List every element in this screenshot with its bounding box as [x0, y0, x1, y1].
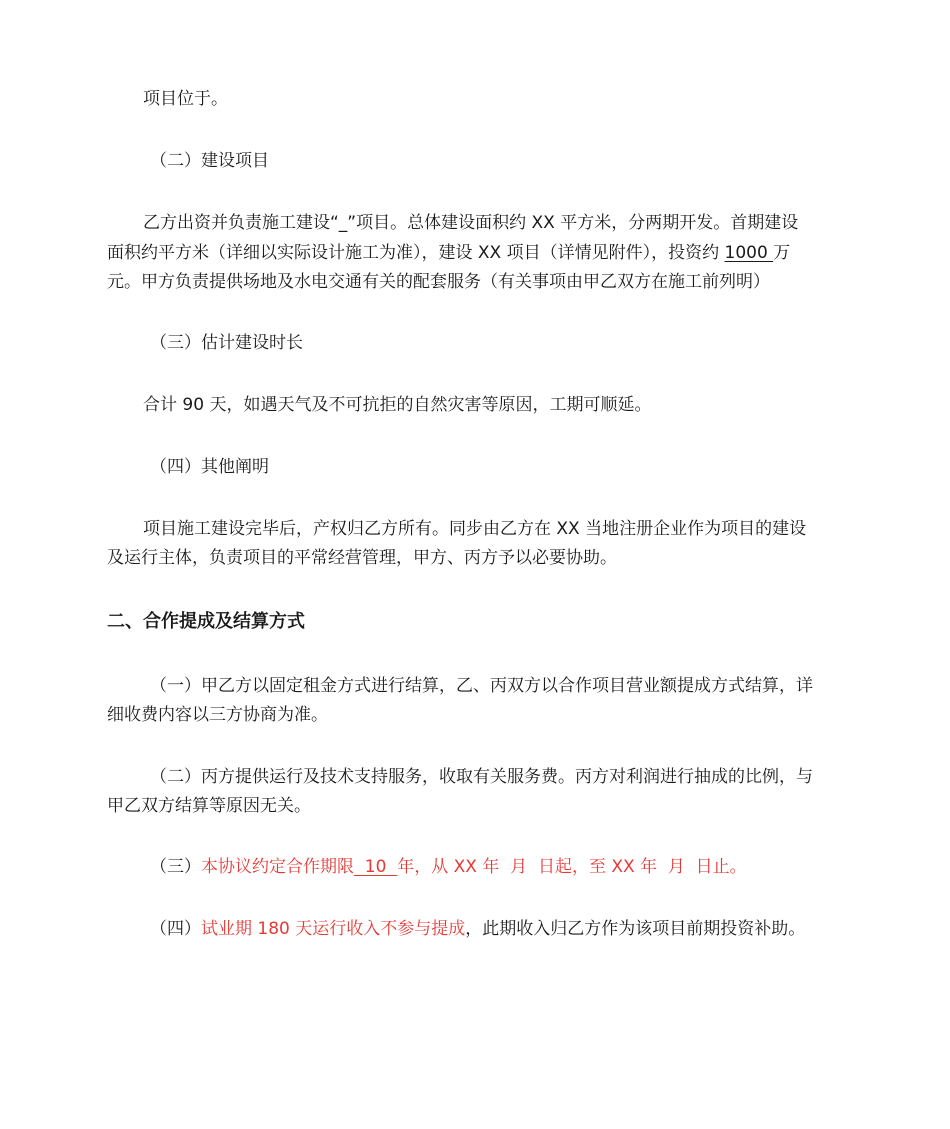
construction-paragraph-line-2	[107, 243, 790, 263]
settlement-item-3-prefix: （三）	[150, 857, 201, 877]
construction-paragraph-line-2-text: 面积约平方米（详细以实际设计施工为准），建设 XX 项目（详情见附件），投资约	[107, 243, 725, 263]
settlement-item-4-prefix: （四）	[150, 919, 201, 939]
trial-period-rest: ，此期收入归乙方作为该项目前期投资补助。	[465, 919, 806, 939]
construction-paragraph-line-3: 元。甲方负责提供场地及水电交通有关的配套服务（有关事项由甲乙双方在施工前列明）	[107, 272, 770, 292]
settlement-item-1-line-1: （一）甲乙方以固定租金方式进行结算，乙、丙双方以合作项目营业额提成方式结算，详	[150, 676, 813, 696]
cooperation-term-text: 本协议约定合作期限	[201, 857, 354, 877]
subsection-heading-construction-project: （二）建设项目	[150, 151, 269, 171]
cooperation-term-dates: 年，从 XX 年 月 日起，至 XX 年 月 日止。	[397, 857, 747, 877]
other-paragraph-line-2: 及运行主体，负责项目的平常经营管理，甲方、丙方予以必要协助。	[107, 548, 617, 568]
construction-paragraph-line-1: 乙方出资并负责施工建设“_”项目。总体建设面积约 XX 平方米，分两期开发。首期建设	[143, 213, 799, 233]
trial-period-text: 试业期 180 天运行收入不参与提成	[201, 919, 466, 939]
project-location-line: 项目位于。	[143, 89, 228, 109]
settlement-item-3	[150, 857, 747, 877]
duration-paragraph: 合计 90 天，如遇天气及不可抗拒的自然灾害等原因，工期可顺延。	[143, 395, 652, 415]
investment-unit: 万	[773, 243, 791, 263]
subsection-heading-duration: （三）估计建设时长	[150, 333, 303, 353]
subsection-heading-other: （四）其他阐明	[150, 457, 269, 477]
cooperation-term-years: 10	[354, 857, 398, 877]
section-heading-settlement: 二、合作提成及结算方式	[107, 611, 305, 632]
other-paragraph-line-1: 项目施工建设完毕后，产权归乙方所有。同步由乙方在 XX 当地注册企业作为项目的建设	[143, 519, 807, 539]
settlement-item-4	[150, 919, 805, 939]
settlement-item-2-line-1: （二）丙方提供运行及技术支持服务，收取有关服务费。丙方对利润进行抽成的比例，与	[150, 767, 813, 787]
settlement-item-1-line-2: 细收费内容以三方协商为准。	[107, 705, 328, 725]
investment-amount: 1000	[724, 243, 774, 263]
settlement-item-2-line-2: 甲乙双方结算等原因无关。	[107, 796, 311, 816]
